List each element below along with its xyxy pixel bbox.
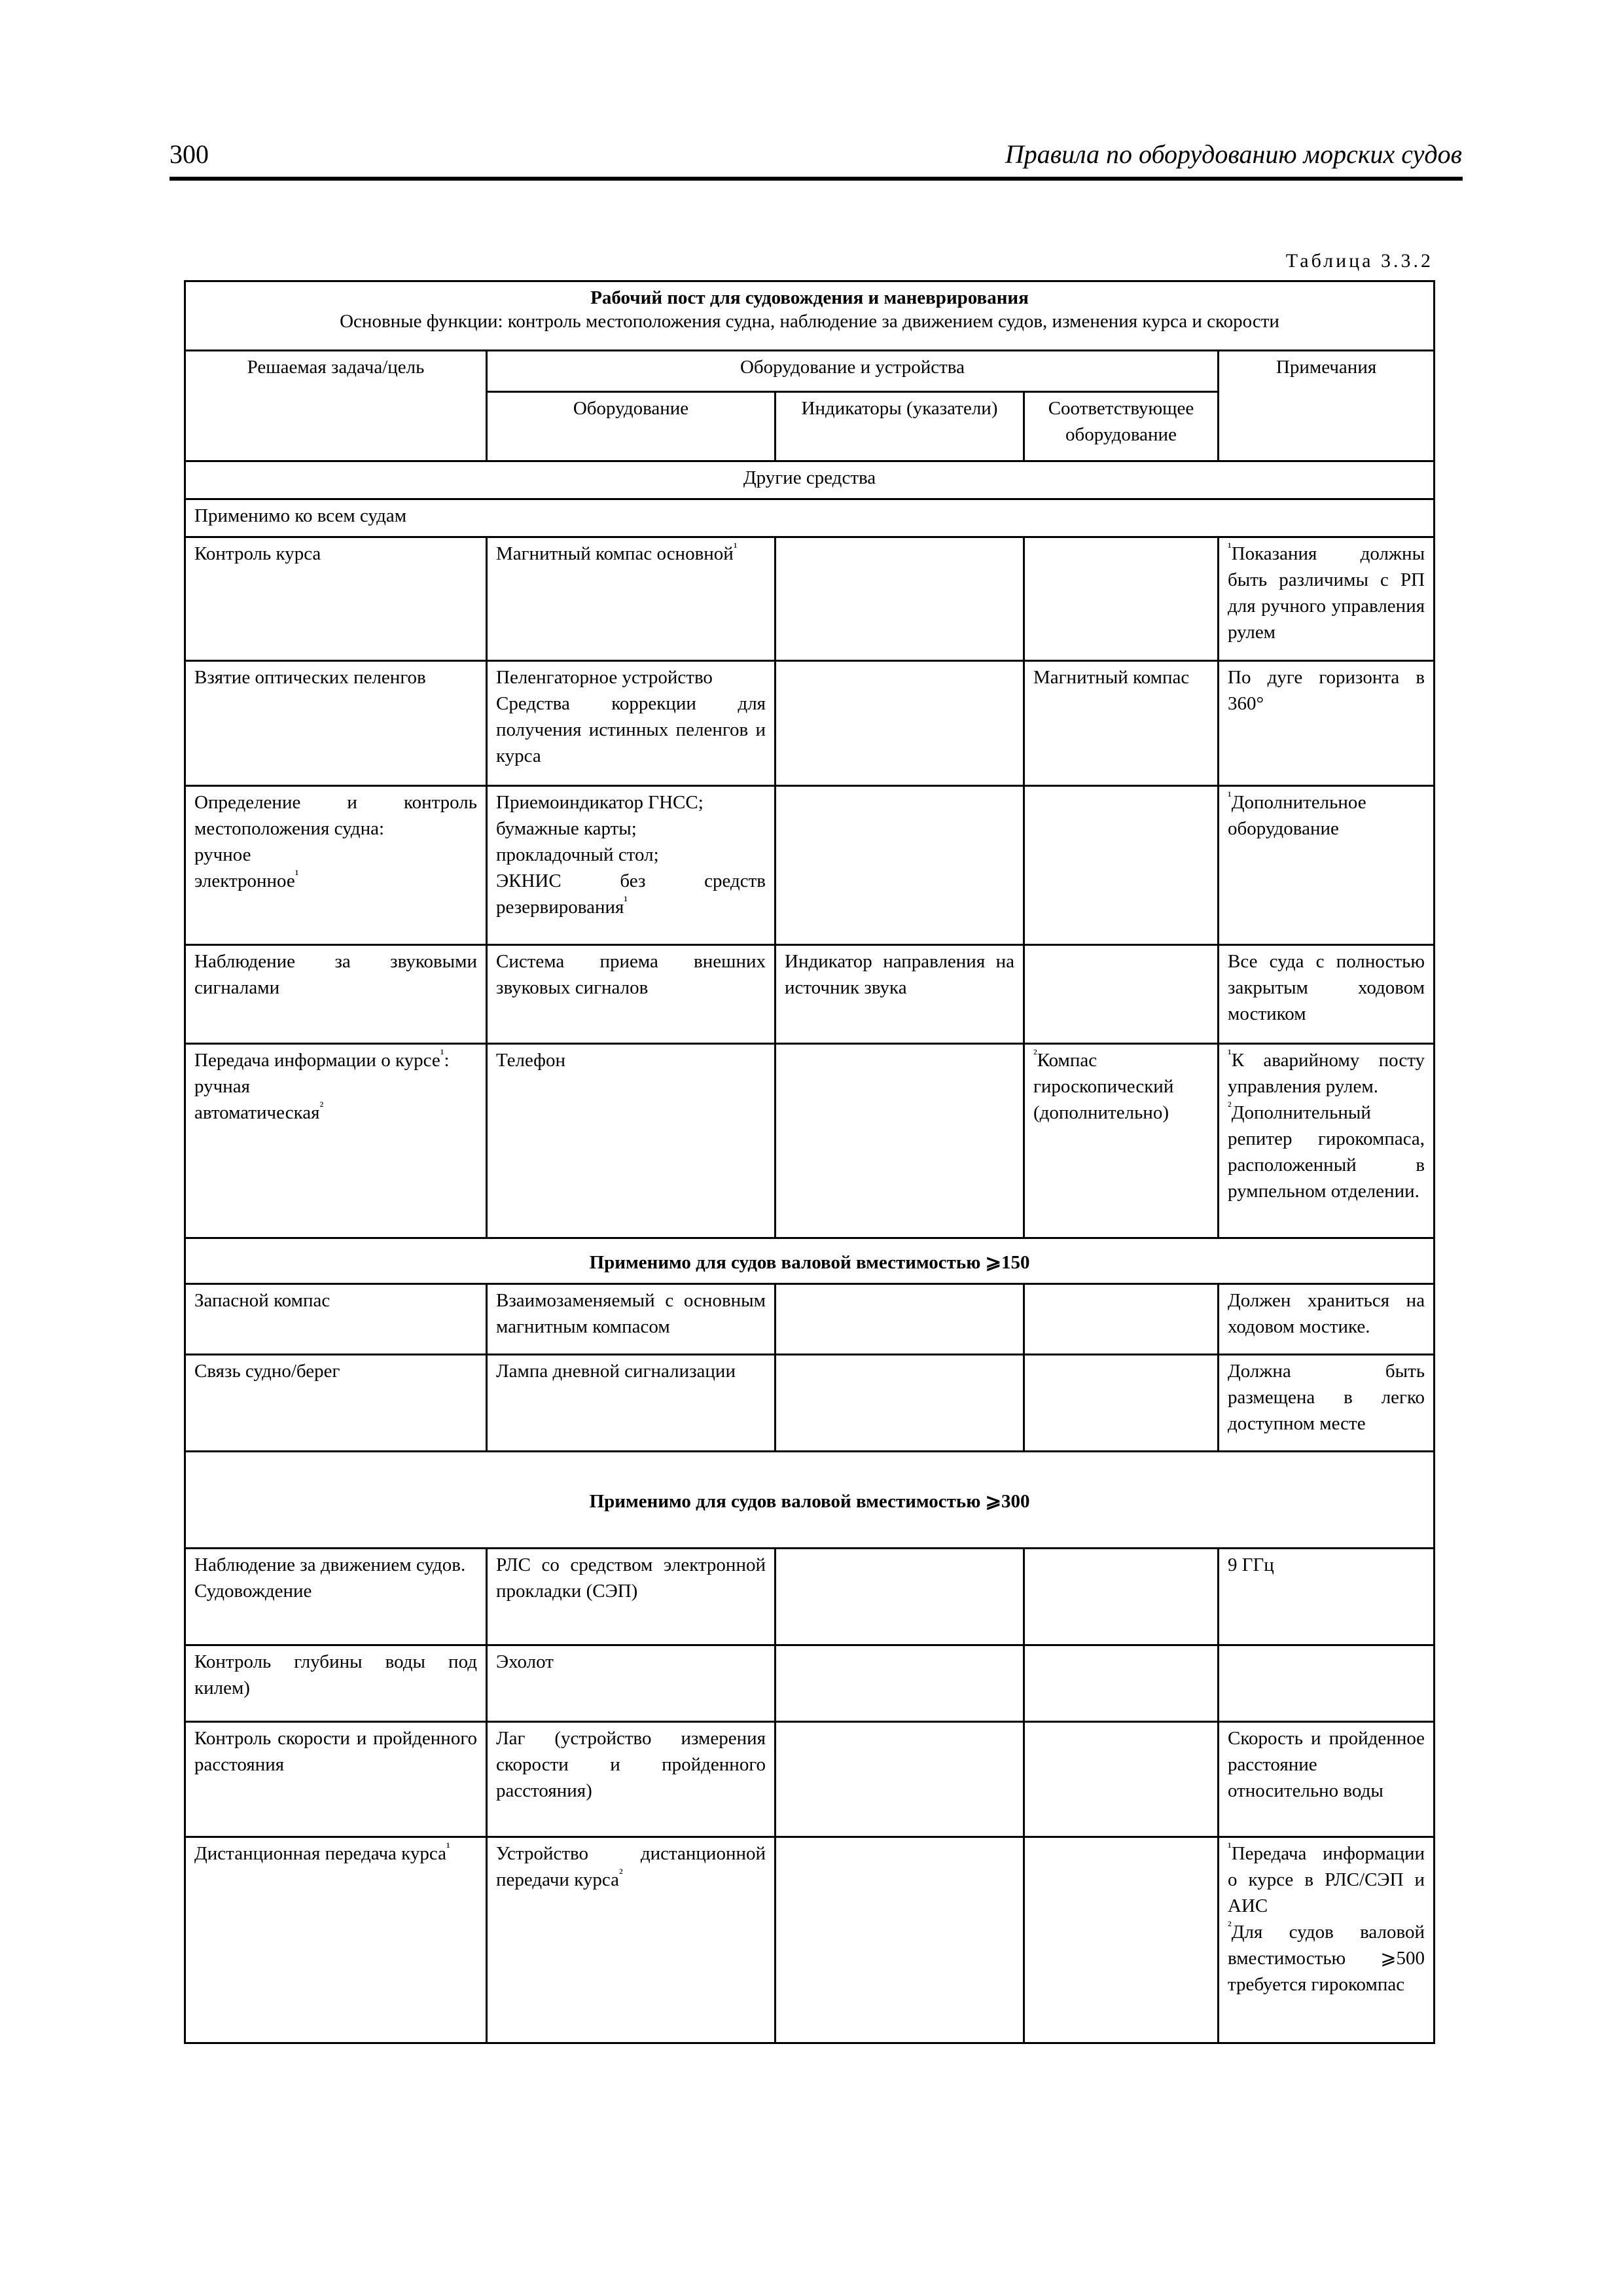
header-equipment-group: Оборудование и устройства (487, 351, 1219, 392)
task-text: Контроль скорости и пройденного расстояния (194, 1728, 477, 1775)
indicators-cell (776, 786, 1024, 945)
notes-cell (1219, 786, 1435, 945)
section-150-cell: Применимо для судов валовой вместимостью ⩾150 (185, 1238, 1435, 1284)
task-text: Связь судно/берег (194, 1361, 340, 1382)
other-means-cell: Другие средства (185, 461, 1435, 499)
task-cell (185, 1722, 487, 1837)
task-cell (185, 1549, 487, 1645)
equipment-text: ЭКНИС без средств резервирования$^{^1}$ (496, 870, 766, 918)
footnote-marker: ¹ (1228, 1840, 1232, 1854)
page-number: 300 (169, 139, 209, 169)
equipment-text: Приемоиндикатор ГНСС; (496, 792, 704, 813)
equipment-cell (487, 1837, 776, 2043)
equipment-text: РЛС со средством электронной прокладки (СЭП) (496, 1554, 766, 1602)
task-cell (185, 661, 487, 786)
equipment-text: Лаг (устройство измерения скорости и пройденного расстояния) (496, 1728, 766, 1801)
notes-cell (1219, 1837, 1435, 2043)
table-row (185, 1044, 1435, 1238)
task-cell (185, 1284, 487, 1355)
footnote-marker: ¹ (624, 894, 628, 908)
equipment-text: Магнитный компас основной$^{^1}$ (496, 541, 738, 564)
task-cell (185, 786, 487, 945)
notes-cell (1219, 537, 1435, 661)
equipment-text: бумажные карты; (496, 818, 637, 839)
task-text: Запасной компас (194, 1290, 330, 1311)
related-cell (1024, 1722, 1219, 1837)
equipment-cell (487, 945, 776, 1044)
table-caption: Таблица 3.3.2 (1285, 250, 1433, 272)
equipment-cell (487, 786, 776, 945)
related-text: Магнитный компас (1033, 667, 1190, 688)
footnote-marker: ¹ (1228, 1047, 1232, 1061)
task-text: ручная (194, 1076, 250, 1097)
task-cell (185, 1355, 487, 1452)
table-row (185, 537, 1435, 661)
task-text: ручное (194, 844, 251, 865)
related-cell (1024, 1044, 1219, 1238)
notes-cell (1219, 945, 1435, 1044)
equipment-cell (487, 1355, 776, 1452)
header-related-equipment: Соответствующее оборудование (1024, 392, 1219, 461)
equipment-cell (487, 1645, 776, 1722)
related-cell (1024, 1355, 1219, 1452)
notes-text: По дуге горизонта в 360° (1228, 667, 1425, 714)
notes-text: 9 ГГц (1228, 1554, 1274, 1575)
task-cell (185, 945, 487, 1044)
header-rule (169, 177, 1463, 181)
header-indicators: Индикаторы (указатели) (776, 392, 1024, 461)
equipment-text: Система приема внешних звуковых сигналов (496, 951, 766, 998)
table-row (185, 1284, 1435, 1355)
footnote-marker: ² (1228, 1100, 1232, 1113)
table-row (185, 945, 1435, 1044)
task-text: Передача информации о курсе$^{^1}$: (194, 1047, 450, 1071)
table-title: Рабочий пост для судовождения и маневрирования (590, 287, 1029, 308)
equipment-cell (487, 1284, 776, 1355)
task-text: Наблюдение за движением судов. (194, 1554, 466, 1575)
task-cell (185, 1044, 487, 1238)
notes-cell (1219, 1549, 1435, 1645)
footnote-marker: ¹ (446, 1840, 450, 1854)
related-cell (1024, 1837, 1219, 2043)
header-notes: Примечания (1219, 351, 1435, 461)
equipment-cell (487, 1044, 776, 1238)
task-cell (185, 1837, 487, 2043)
equipment-table (184, 280, 1435, 2044)
table-subtitle: Основные функции: контроль местоположения судна, наблюдение за движением судов, изменения курса и скорости (340, 311, 1279, 332)
table-row (185, 1549, 1435, 1645)
indicators-cell (776, 1549, 1024, 1645)
indicators-cell (776, 1284, 1024, 1355)
footnote-marker: ¹ (440, 1047, 444, 1061)
table-title-row (185, 281, 1435, 351)
task-text: автоматическая$^{^2}$ (194, 1100, 324, 1123)
footnote-marker: ¹ (733, 541, 738, 554)
table-row (185, 786, 1435, 945)
table-title-cell (185, 281, 1435, 351)
related-cell (1024, 786, 1219, 945)
task-text: Определение и контроль местоположения судна: (194, 792, 477, 839)
indicators-cell (776, 1645, 1024, 1722)
indicators-cell (776, 1044, 1024, 1238)
equipment-text: Устройство дистанционной передачи курса$^{^2}$ (496, 1843, 766, 1890)
notes-text: $^{^2}$Дополнительный репитер гирокомпаса, расположенный в румпельном отделении. (1228, 1100, 1425, 1202)
notes-cell (1219, 661, 1435, 786)
equipment-text: Эхолот (496, 1651, 554, 1672)
footnote-marker: ² (319, 1100, 324, 1113)
indicators-cell (776, 661, 1024, 786)
section-300-row (185, 1452, 1435, 1549)
notes-text: $^{^1}$Передача информации о курсе в РЛС/СЭП и АИС (1228, 1840, 1425, 1916)
indicators-cell (776, 1355, 1024, 1452)
table-row (185, 1837, 1435, 2043)
footnote-marker: ² (1033, 1047, 1037, 1061)
table-row (185, 1722, 1435, 1837)
task-text: Взятие оптических пеленгов (194, 667, 426, 688)
footnote-marker: ¹ (294, 868, 299, 882)
other-means-row (185, 461, 1435, 499)
equipment-text: Средства коррекции для получения истинных пеленгов и курса (496, 693, 766, 766)
equipment-text: Взаимозаменяемый с основным магнитным компасом (496, 1290, 766, 1337)
notes-text: Скорость и пройденное расстояние относительно воды (1228, 1728, 1425, 1801)
related-cell (1024, 945, 1219, 1044)
task-text: Судовождение (194, 1581, 312, 1602)
notes-text: $^{^1}$Дополнительное оборудование (1228, 789, 1366, 839)
equipment-text: прокладочный стол; (496, 844, 659, 865)
indicators-text: Индикатор направления на источник звука (785, 951, 1014, 998)
related-cell (1024, 1645, 1219, 1722)
notes-cell (1219, 1284, 1435, 1355)
indicators-cell (776, 1837, 1024, 2043)
indicators-cell (776, 1722, 1024, 1837)
footnote-marker: ¹ (1228, 541, 1232, 554)
task-text: Контроль курса (194, 543, 321, 564)
notes-cell (1219, 1044, 1435, 1238)
task-text: Наблюдение за звуковыми сигналами (194, 951, 477, 998)
notes-text: Должна быть размещена в легко доступном месте (1228, 1361, 1425, 1434)
notes-text: $^{^1}$Показания должны быть различимы с РП для ручного управления рулем (1228, 541, 1425, 643)
notes-text: Все суда с полностью закрытым ходовом мостиком (1228, 951, 1425, 1024)
related-cell (1024, 661, 1219, 786)
equipment-cell (487, 661, 776, 786)
section-150-row (185, 1238, 1435, 1284)
indicators-cell (776, 537, 1024, 661)
table-row (185, 1355, 1435, 1452)
section-all-row (185, 499, 1435, 537)
equipment-cell (487, 537, 776, 661)
equipment-text: Телефон (496, 1050, 565, 1071)
footnote-marker: ² (1228, 1919, 1232, 1933)
footnote-marker: ² (618, 1867, 623, 1880)
equipment-cell (487, 1549, 776, 1645)
section-all-cell: Применимо ко всем судам (185, 499, 1435, 537)
related-text: $^{^2}$Компас гироскопический (дополнительно) (1033, 1047, 1174, 1123)
task-cell (185, 1645, 487, 1722)
header-task: Решаемая задача/цель (185, 351, 487, 461)
notes-cell (1219, 1722, 1435, 1837)
table-row (185, 1645, 1435, 1722)
equipment-text: Пеленгаторное устройство (496, 667, 713, 688)
task-text: Контроль глубины воды под килем) (194, 1651, 477, 1698)
related-cell (1024, 1549, 1219, 1645)
task-cell (185, 537, 487, 661)
equipment-cell (487, 1722, 776, 1837)
table-row (185, 661, 1435, 786)
notes-text: Должен храниться на ходовом мостике. (1228, 1290, 1425, 1337)
task-text: Дистанционная передача курса$^{^1}$ (194, 1840, 450, 1864)
related-cell (1024, 1284, 1219, 1355)
related-cell (1024, 537, 1219, 661)
notes-text: $^{^2}$Для судов валовой вместимостью ⩾500 требуется гирокомпас (1228, 1919, 1425, 1995)
running-title: Правила по оборудованию морских судов (1005, 139, 1462, 169)
header-equipment: Оборудование (487, 392, 776, 461)
equipment-text: Лампа дневной сигнализации (496, 1361, 736, 1382)
notes-cell (1219, 1645, 1435, 1722)
section-300-cell: Применимо для судов валовой вместимостью ⩾300 (185, 1452, 1435, 1549)
task-text: электронное$^{^1}$ (194, 868, 299, 891)
footnote-marker: ¹ (1228, 789, 1232, 803)
notes-text: $^{^1}$К аварийному посту управления рулем. (1228, 1047, 1425, 1097)
notes-cell (1219, 1355, 1435, 1452)
indicators-cell (776, 945, 1024, 1044)
header-row-1 (185, 351, 1435, 392)
